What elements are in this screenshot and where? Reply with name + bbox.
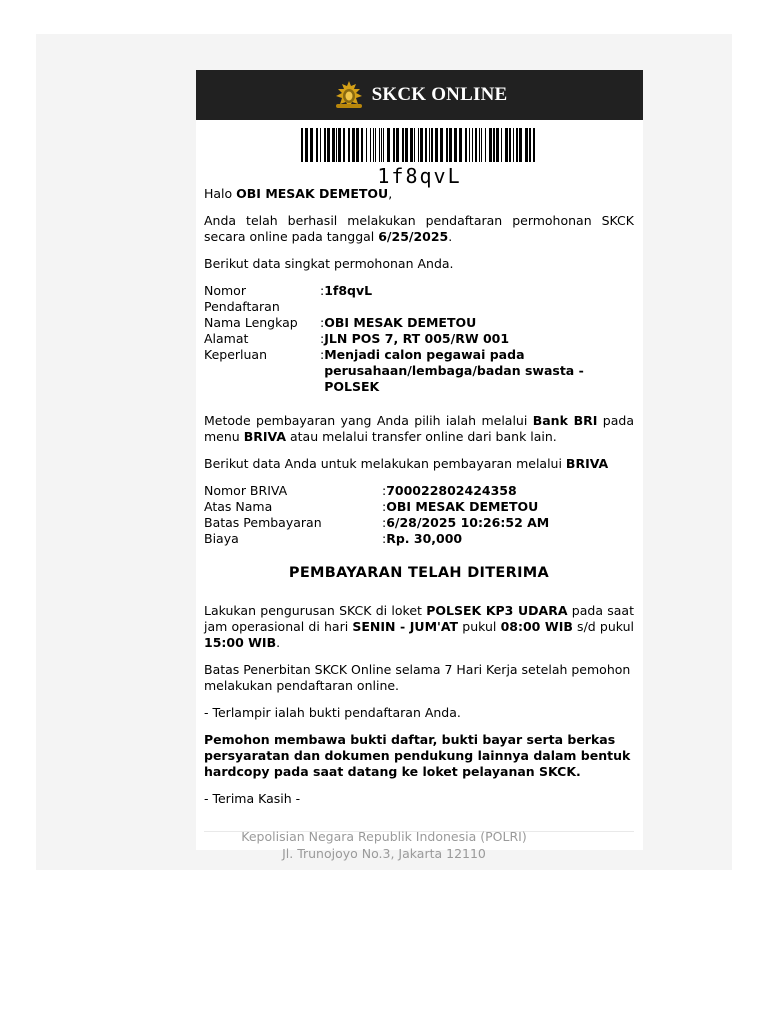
closing-text: - Terima Kasih - (204, 791, 301, 806)
brand-title: SKCK ONLINE (371, 84, 508, 105)
applicant-name: OBI MESAK DEMETOU (236, 186, 389, 201)
email-background (36, 34, 732, 870)
barcode-text: 1f8qvL (377, 164, 462, 188)
police-emblem-icon (332, 80, 366, 110)
table-row: Batas Pembayaran : 6/28/2025 10:26:52 AM (204, 515, 550, 530)
intro-paragraph: Anda telah berhasil melakukan pendaftaran permohonan SKCK secara online pada tanggal 6/25/2025. (204, 213, 634, 244)
table-row: Atas Nama : OBI MESAK DEMETOU (204, 499, 539, 514)
registration-number: 1f8qvL (324, 283, 373, 298)
email-content (204, 186, 634, 832)
payment-intro: Berikut data Anda untuk melakukan pembayaran melalui BRIVA (204, 456, 609, 471)
deadline-paragraph: Batas Penerbitan SKCK Online selama 7 Hari Kerja setelah pemohon melakukan pendaftaran online. (204, 662, 631, 693)
footer-address: Jl. Trunojoyo No.3, Jakarta 12110 (282, 846, 486, 861)
payment-status-heading: PEMBAYARAN TELAH DITERIMA (288, 565, 550, 581)
table-row: Nomor BRIVA : 700022802424358 (204, 483, 517, 498)
attachment-note: - Terlampir ialah bukti pendaftaran Anda. (204, 705, 461, 720)
table-row: Biaya : Rp. 30,000 (204, 531, 463, 546)
table-row: Keperluan : Menjadi calon pegawai pada perusahaan/lembaga/badan swasta - POLSEK (204, 347, 584, 394)
application-table (204, 283, 634, 395)
table-row: Alamat : JLN POS 7, RT 005/RW 001 (204, 331, 510, 346)
footer-organization: Kepolisian Negara Republik Indonesia (POLRI) (241, 829, 527, 844)
summary-intro: Berikut data singkat permohonan Anda. (204, 256, 454, 271)
briva-number: 700022802424358 (386, 483, 517, 498)
fee-amount: Rp. 30,000 (386, 531, 463, 546)
table-row: Nama Lengkap : OBI MESAK DEMETOU (204, 315, 477, 330)
registration-date: 6/25/2025 (378, 229, 449, 244)
greeting: Halo OBI MESAK DEMETOU, (204, 186, 393, 201)
header-banner (196, 70, 643, 120)
payment-table (204, 483, 549, 547)
table-row: Nomor Pendaftaran : 1f8qvL (204, 283, 373, 314)
footer (0, 828, 768, 862)
payment-method-paragraph: Metode pembayaran yang Anda pilih ialah melalui Bank BRI pada menu BRIVA atau melalui transfer online dari bank lain. (204, 413, 634, 444)
email-card (196, 70, 643, 850)
instruction-paragraph: Lakukan pengurusan SKCK di loket POLSEK KP3 UDARA pada saat jam operasional di hari SENIN - JUM'AT pukul 08:00 WIB s/d pukul 15:00 WIB. (204, 603, 634, 650)
requirements-paragraph: Pemohon membawa bukti daftar, bukti bayar serta berkas persyaratan dan dokumen pendukung lainnya dalam bentuk hardcopy pada saat datang ke loket pelayanan SKCK. (204, 732, 631, 779)
barcode-image (301, 128, 539, 162)
